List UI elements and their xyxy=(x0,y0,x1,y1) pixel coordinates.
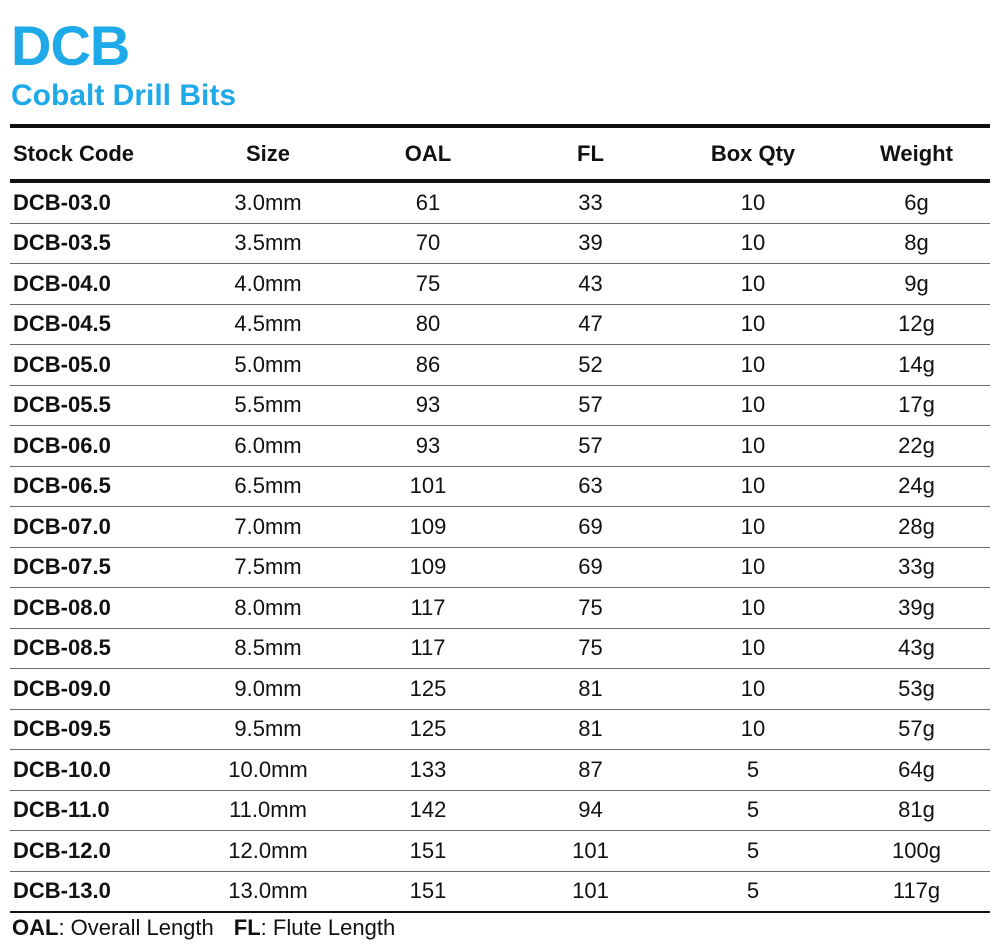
table-body xyxy=(10,181,990,912)
cell-fl: 47 xyxy=(518,304,663,345)
cell-weight: 17g xyxy=(843,385,990,426)
table-row xyxy=(10,871,990,912)
cell-fl: 101 xyxy=(518,871,663,912)
cell-oal: 109 xyxy=(338,547,518,588)
cell-weight: 100g xyxy=(843,831,990,872)
footnote-oal-text: : Overall Length xyxy=(58,915,214,940)
cell-size: 5.5mm xyxy=(198,385,338,426)
cell-stock-code: DCB-05.0 xyxy=(10,345,198,386)
cell-size: 6.0mm xyxy=(198,426,338,467)
cell-stock-code: DCB-08.5 xyxy=(10,628,198,669)
cell-fl: 81 xyxy=(518,709,663,750)
column-header-stock-code: Stock Code xyxy=(10,126,198,181)
footnote-fl-text: : Flute Length xyxy=(260,915,396,940)
table-row xyxy=(10,669,990,710)
cell-oal: 86 xyxy=(338,345,518,386)
cell-box-qty: 10 xyxy=(663,264,843,305)
cell-weight: 24g xyxy=(843,466,990,507)
cell-oal: 70 xyxy=(338,223,518,264)
cell-stock-code: DCB-09.5 xyxy=(10,709,198,750)
cell-box-qty: 5 xyxy=(663,750,843,791)
cell-weight: 22g xyxy=(843,426,990,467)
cell-oal: 61 xyxy=(338,181,518,223)
table-row xyxy=(10,385,990,426)
cell-fl: 57 xyxy=(518,385,663,426)
cell-size: 3.0mm xyxy=(198,181,338,223)
cell-size: 9.0mm xyxy=(198,669,338,710)
cell-weight: 14g xyxy=(843,345,990,386)
cell-stock-code: DCB-08.0 xyxy=(10,588,198,629)
table-row xyxy=(10,628,990,669)
cell-box-qty: 10 xyxy=(663,507,843,548)
page-subtitle: Cobalt Drill Bits xyxy=(11,79,237,112)
cell-fl: 39 xyxy=(518,223,663,264)
table-header xyxy=(10,126,990,181)
cell-weight: 39g xyxy=(843,588,990,629)
cell-weight: 81g xyxy=(843,790,990,831)
cell-oal: 117 xyxy=(338,628,518,669)
cell-box-qty: 10 xyxy=(663,547,843,588)
cell-size: 4.5mm xyxy=(198,304,338,345)
column-header-oal: OAL xyxy=(338,126,518,181)
footnote-oal-abbr: OAL xyxy=(12,915,59,940)
cell-fl: 69 xyxy=(518,507,663,548)
cell-size: 9.5mm xyxy=(198,709,338,750)
page-title: DCB xyxy=(11,14,130,77)
cell-stock-code: DCB-10.0 xyxy=(10,750,198,791)
cell-size: 10.0mm xyxy=(198,750,338,791)
cell-stock-code: DCB-09.0 xyxy=(10,669,198,710)
cell-stock-code: DCB-07.0 xyxy=(10,507,198,548)
cell-fl: 101 xyxy=(518,831,663,872)
cell-size: 8.5mm xyxy=(198,628,338,669)
cell-oal: 151 xyxy=(338,831,518,872)
table-row xyxy=(10,304,990,345)
column-header-box-qty: Box Qty xyxy=(663,126,843,181)
cell-fl: 57 xyxy=(518,426,663,467)
table-row xyxy=(10,831,990,872)
table-row xyxy=(10,709,990,750)
cell-size: 11.0mm xyxy=(198,790,338,831)
cell-box-qty: 5 xyxy=(663,790,843,831)
cell-box-qty: 10 xyxy=(663,223,843,264)
cell-fl: 94 xyxy=(518,790,663,831)
footnote-fl-abbr: FL xyxy=(233,915,261,940)
cell-stock-code: DCB-13.0 xyxy=(10,871,198,912)
cell-weight: 6g xyxy=(843,181,990,223)
cell-weight: 8g xyxy=(843,223,990,264)
cell-box-qty: 10 xyxy=(663,588,843,629)
cell-weight: 12g xyxy=(843,304,990,345)
spec-table xyxy=(10,124,990,913)
cell-weight: 9g xyxy=(843,264,990,305)
cell-size: 3.5mm xyxy=(198,223,338,264)
cell-box-qty: 10 xyxy=(663,385,843,426)
cell-fl: 81 xyxy=(518,669,663,710)
table-row xyxy=(10,345,990,386)
cell-fl: 43 xyxy=(518,264,663,305)
table-row xyxy=(10,426,990,467)
cell-stock-code: DCB-06.5 xyxy=(10,466,198,507)
cell-weight: 28g xyxy=(843,507,990,548)
cell-oal: 93 xyxy=(338,426,518,467)
cell-stock-code: DCB-04.5 xyxy=(10,304,198,345)
header-row xyxy=(10,126,990,181)
cell-size: 6.5mm xyxy=(198,466,338,507)
cell-size: 12.0mm xyxy=(198,831,338,872)
cell-size: 4.0mm xyxy=(198,264,338,305)
cell-box-qty: 10 xyxy=(663,709,843,750)
cell-weight: 64g xyxy=(843,750,990,791)
cell-box-qty: 10 xyxy=(663,426,843,467)
cell-size: 5.0mm xyxy=(198,345,338,386)
column-header-size: Size xyxy=(198,126,338,181)
cell-stock-code: DCB-07.5 xyxy=(10,547,198,588)
cell-box-qty: 5 xyxy=(663,831,843,872)
cell-fl: 75 xyxy=(518,588,663,629)
cell-stock-code: DCB-04.0 xyxy=(10,264,198,305)
cell-stock-code: DCB-11.0 xyxy=(10,790,198,831)
cell-oal: 93 xyxy=(338,385,518,426)
cell-box-qty: 10 xyxy=(663,181,843,223)
cell-weight: 43g xyxy=(843,628,990,669)
table-row xyxy=(10,264,990,305)
cell-oal: 75 xyxy=(338,264,518,305)
cell-stock-code: DCB-03.5 xyxy=(10,223,198,264)
cell-weight: 53g xyxy=(843,669,990,710)
cell-box-qty: 10 xyxy=(663,669,843,710)
cell-weight: 57g xyxy=(843,709,990,750)
cell-fl: 75 xyxy=(518,628,663,669)
cell-oal: 109 xyxy=(338,507,518,548)
cell-stock-code: DCB-06.0 xyxy=(10,426,198,467)
cell-fl: 52 xyxy=(518,345,663,386)
cell-stock-code: DCB-12.0 xyxy=(10,831,198,872)
cell-box-qty: 5 xyxy=(663,871,843,912)
table-row xyxy=(10,466,990,507)
column-header-weight: Weight xyxy=(843,126,990,181)
cell-stock-code: DCB-05.5 xyxy=(10,385,198,426)
cell-size: 7.5mm xyxy=(198,547,338,588)
table-row xyxy=(10,588,990,629)
cell-size: 8.0mm xyxy=(198,588,338,629)
cell-weight: 33g xyxy=(843,547,990,588)
cell-box-qty: 10 xyxy=(663,628,843,669)
table-row xyxy=(10,547,990,588)
cell-oal: 125 xyxy=(338,709,518,750)
cell-oal: 101 xyxy=(338,466,518,507)
cell-oal: 133 xyxy=(338,750,518,791)
column-header-fl: FL xyxy=(518,126,663,181)
cell-size: 7.0mm xyxy=(198,507,338,548)
cell-box-qty: 10 xyxy=(663,345,843,386)
cell-fl: 69 xyxy=(518,547,663,588)
cell-stock-code: DCB-03.0 xyxy=(10,181,198,223)
cell-oal: 142 xyxy=(338,790,518,831)
cell-oal: 80 xyxy=(338,304,518,345)
cell-box-qty: 10 xyxy=(663,466,843,507)
table-row xyxy=(10,790,990,831)
footnote xyxy=(12,913,395,943)
cell-oal: 125 xyxy=(338,669,518,710)
cell-size: 13.0mm xyxy=(198,871,338,912)
cell-box-qty: 10 xyxy=(663,304,843,345)
table-row xyxy=(10,223,990,264)
cell-oal: 151 xyxy=(338,871,518,912)
cell-fl: 33 xyxy=(518,181,663,223)
table-row xyxy=(10,750,990,791)
cell-fl: 87 xyxy=(518,750,663,791)
cell-oal: 117 xyxy=(338,588,518,629)
cell-weight: 117g xyxy=(843,871,990,912)
table-row xyxy=(10,181,990,223)
table-row xyxy=(10,507,990,548)
cell-fl: 63 xyxy=(518,466,663,507)
